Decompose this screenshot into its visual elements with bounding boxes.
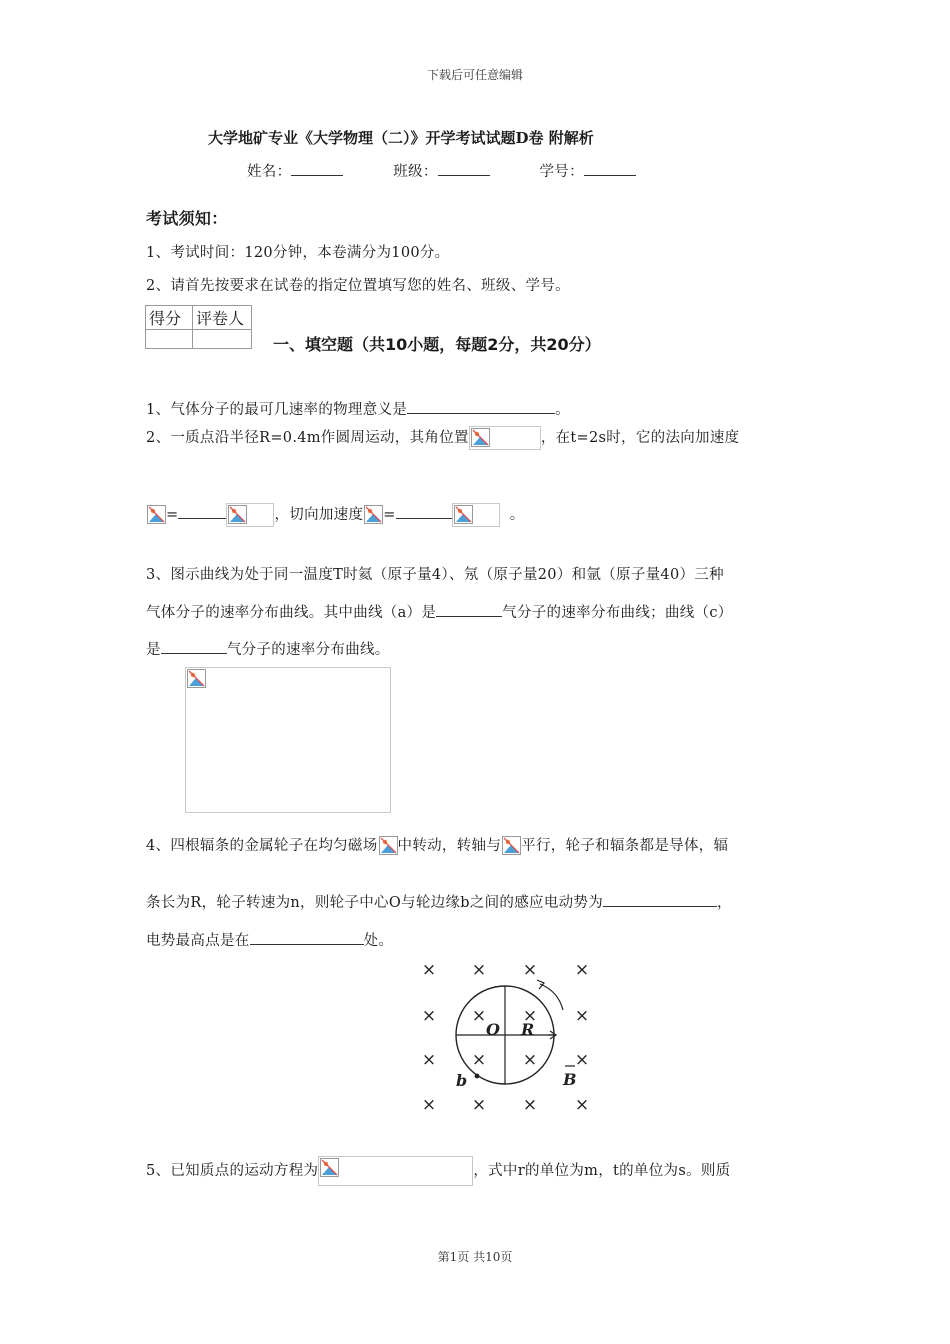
label-field-b: B [563, 1070, 577, 1089]
question-1 [146, 398, 570, 419]
question-4-text-d: 条长为R，轮子转速为n，则轮子中心O与轮边缘b之间的感应电动势为 [146, 895, 604, 911]
formula-image [469, 426, 541, 450]
question-4-text: 4、四根辐条的金属轮子在均匀磁场 [146, 838, 378, 854]
equals-sign: = [383, 507, 396, 523]
cross-mark: × [421, 1095, 437, 1115]
question-3-text-b: 气分子的速率分布曲线；曲线（c） [502, 605, 733, 621]
label-r: R [521, 1020, 535, 1039]
label-o: O [486, 1020, 500, 1039]
broken-image-icon [364, 505, 383, 524]
cross-mark: × [421, 960, 437, 980]
broken-image-icon [502, 836, 521, 855]
cross-mark: × [574, 1095, 590, 1115]
question-4-text-e: ， [717, 895, 732, 911]
cross-mark: × [522, 960, 538, 980]
formula-image [318, 1156, 473, 1186]
equals-sign: = [166, 507, 179, 523]
cross-mark: × [522, 1095, 538, 1115]
cross-mark: × [421, 1006, 437, 1026]
question-2-line-2 [146, 503, 525, 527]
formula-image [378, 835, 398, 857]
question-2-text-c: 切向加速度 [289, 507, 364, 523]
id-field[interactable] [584, 161, 636, 176]
answer-blank[interactable] [407, 399, 555, 414]
wheel-in-magnetic-field-figure [410, 955, 600, 1120]
question-3-line-3 [146, 638, 390, 659]
point-b-dot [475, 1074, 480, 1079]
question-3-text-d: 气分子的速率分布曲线。 [226, 642, 390, 658]
name-field[interactable] [291, 161, 343, 176]
formula-image [452, 503, 500, 527]
broken-image-icon [228, 505, 247, 524]
cross-mark: × [421, 1050, 437, 1070]
broken-image-icon [320, 1158, 339, 1177]
comma: ， [274, 507, 290, 523]
class-label: 班级： [393, 164, 438, 180]
question-2-end: 。 [509, 507, 525, 523]
rotation-arrow [540, 984, 563, 1010]
question-4-line-3 [146, 929, 393, 950]
question-4-text-b: 中转动，转轴与 [397, 838, 502, 854]
question-1-text: 1、气体分子的最可几速率的物理意义是 [146, 402, 408, 418]
formula-image [146, 504, 166, 526]
cross-mark: × [471, 1095, 487, 1115]
question-5-text-b: ，式中r的单位为m，t的单位为s。则质 [473, 1163, 731, 1179]
question-3-text-c: 是 [146, 642, 161, 658]
question-5-text: 5、已知质点的运动方程为 [146, 1163, 319, 1179]
answer-blank[interactable] [436, 602, 502, 617]
label-b: b [456, 1071, 468, 1090]
class-field[interactable] [438, 161, 490, 176]
answer-blank[interactable] [161, 639, 227, 654]
question-4-text-c: 平行，轮子和辐条都是导体，辐 [521, 838, 729, 854]
question-4 [146, 834, 728, 857]
instruction-item: 2、请首先按要求在试卷的指定位置填写您的姓名、班级、学号。 [146, 278, 570, 294]
answer-blank[interactable] [250, 930, 364, 945]
question-4-line-2 [146, 891, 732, 912]
question-4-text-g: 处。 [363, 933, 394, 949]
name-label: 姓名： [247, 164, 292, 180]
score-table [145, 305, 252, 349]
answer-blank[interactable] [396, 504, 452, 519]
broken-image-icon [471, 428, 490, 447]
radius-arrow [548, 1031, 556, 1039]
question-2 [146, 426, 739, 450]
formula-image [363, 504, 383, 526]
broken-image-icon [454, 505, 473, 524]
cross-mark: × [522, 1050, 538, 1070]
cross-mark: × [471, 960, 487, 980]
question-3-line-1: 3、图示曲线为处于同一温度T时氦（原子量4）、氖（原子量20）和氩（原子量40）三种 [146, 567, 724, 583]
question-2-text-b: ，在t=2s时，它的法向加速度 [540, 430, 740, 446]
score-header: 得分 [146, 306, 193, 330]
question-3-text: 气体分子的速率分布曲线。其中曲线（a）是 [146, 605, 437, 621]
question-2-text: 2、一质点沿半径R=0.4m作圆周运动，其角位置 [146, 430, 469, 446]
instruction-item: 1、考试时间：120分钟，本卷满分为100分。 [146, 245, 450, 261]
cross-mark: × [574, 960, 590, 980]
cross-mark: × [574, 1006, 590, 1026]
grader-cell[interactable] [193, 330, 252, 349]
grader-header: 评卷人 [193, 306, 252, 330]
formula-image [501, 835, 521, 857]
id-label: 学号： [539, 164, 584, 180]
section-title: 一、填空题（共10小题，每题2分，共20分） [273, 335, 601, 354]
page-title: 大学地矿专业《大学物理（二）》开学考试试题D卷 附解析 [208, 129, 594, 147]
instructions-heading: 考试须知： [146, 209, 228, 228]
formula-image [226, 503, 274, 527]
question-1-end: 。 [555, 402, 570, 418]
speed-distribution-figure [185, 667, 391, 813]
broken-image-icon [379, 836, 398, 855]
broken-image-icon [147, 505, 166, 524]
page-footer: 第1页 共10页 [437, 1250, 513, 1264]
question-3-line-2 [146, 601, 733, 622]
cross-mark: × [522, 1006, 538, 1026]
question-5 [146, 1156, 730, 1186]
question-4-text-f: 电势最高点是在 [146, 933, 250, 949]
cross-mark: × [471, 1006, 487, 1026]
broken-image-icon [187, 669, 206, 688]
answer-blank[interactable] [178, 504, 226, 519]
cross-mark: × [471, 1050, 487, 1070]
cross-mark: × [574, 1050, 590, 1070]
score-cell[interactable] [146, 330, 193, 349]
header-note: 下载后可任意编辑 [426, 68, 523, 82]
student-info [247, 160, 636, 181]
answer-blank[interactable] [603, 892, 717, 907]
